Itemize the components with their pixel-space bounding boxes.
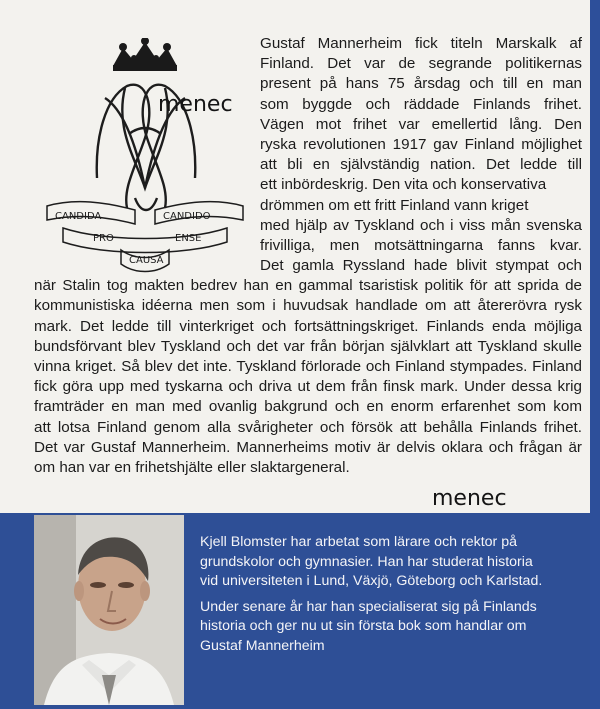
text-line: att lotsa Finland genom alla svårigheter och försök att behålla Finlands frihet. (34, 418, 582, 436)
text-line: när Stalin tog makten bedrev han en gammal tsaristisk politik för att sprida de (34, 277, 582, 295)
portrait-icon (34, 515, 184, 705)
text-line: Gustaf Mannerheim fick titeln Marskalk af (260, 35, 582, 52)
ribbon-word-pro: PRO (93, 233, 114, 244)
ribbon-word-candida: CANDIDA (55, 211, 102, 222)
bio-line: Gustaf Mannerheim (200, 637, 325, 654)
text-line: om han var en frihetshjälte eller slaktargeneral. (34, 458, 350, 476)
ribbon-word-ense: ENSE (175, 233, 202, 244)
text-line: bundsförvant blev Tyskland och det var från början självklart att Tyskland skulle (34, 337, 582, 355)
text-line: mark. Det ledde till vinterkriget och fortsättningskriget. Finlands enda möjliga (34, 317, 582, 335)
text-line: framträder en man med ovanlig bakgrund och en enorm erfarenhet som kom (34, 398, 582, 416)
watermark: menec (158, 92, 233, 117)
ribbon-word-causa: CAUSA (129, 255, 164, 266)
watermark: menec (432, 486, 507, 511)
portrait-photo (34, 515, 184, 705)
text-line: som byggde och räddade Finlands frihet. (260, 95, 582, 113)
bio-line: vid universiteten i Lund, Växjö, Göteborg och Karlstad. (200, 573, 543, 589)
text-line: att bli en självständig nation. Det ledde till (260, 156, 582, 174)
text-line: ryska revolutionen 1917 gav Finland möjlighet (260, 135, 582, 153)
cover-edge (590, 0, 600, 709)
text-line: drömmen om ett fritt Finland vann kriget (260, 196, 529, 214)
bio-paragraph (200, 533, 580, 592)
bio-line: Under senare år har han specialiserat sig på Finlands (200, 598, 537, 615)
ribbon-word-candido: CANDIDO (163, 211, 211, 222)
main-text (34, 34, 582, 478)
text-line: Finland. Det var de segrande politikernas (260, 55, 582, 73)
author-bio (200, 533, 580, 662)
text-line: med hjälp av Tyskland och i viss mån svenska (260, 216, 582, 234)
text-line: fick göra upp med tyskarna och driva ut dem från finsk mark. Under dessa krig (34, 378, 582, 396)
bio-line: historia och ger nu ut sin första bok som handlar om (200, 618, 527, 634)
text-line: Det gamla Ryssland hade blivit stympat och (260, 257, 582, 275)
text-line: ett inbördeskrig. Den vita och konservativa (260, 176, 547, 194)
text-line: vinna kriget. Så blev det inte. Tyskland förlorade och Finland stympades. Finland (34, 358, 582, 375)
bio-paragraph (200, 598, 580, 657)
text-line: Det var Gustaf Mannerheim. Mannerheims motiv är delvis oklara och frågan är (34, 438, 582, 456)
text-line: frivilliga, men motsättningarna fanns kvar. (260, 236, 582, 254)
bio-line: grundskolor och gymnasier. Han har studerat historia (200, 553, 533, 570)
bio-line: Kjell Blomster har arbetat som lärare och rektor på (200, 534, 517, 550)
text-line: present på hans 75 årsdag och till en man (260, 75, 582, 93)
text-line: Vägen mot frihet var emellertid lång. Den (260, 115, 582, 133)
text-line: kommunistiska idéerna men som i huvudsak handlade om att återerövra rysk (34, 297, 582, 315)
